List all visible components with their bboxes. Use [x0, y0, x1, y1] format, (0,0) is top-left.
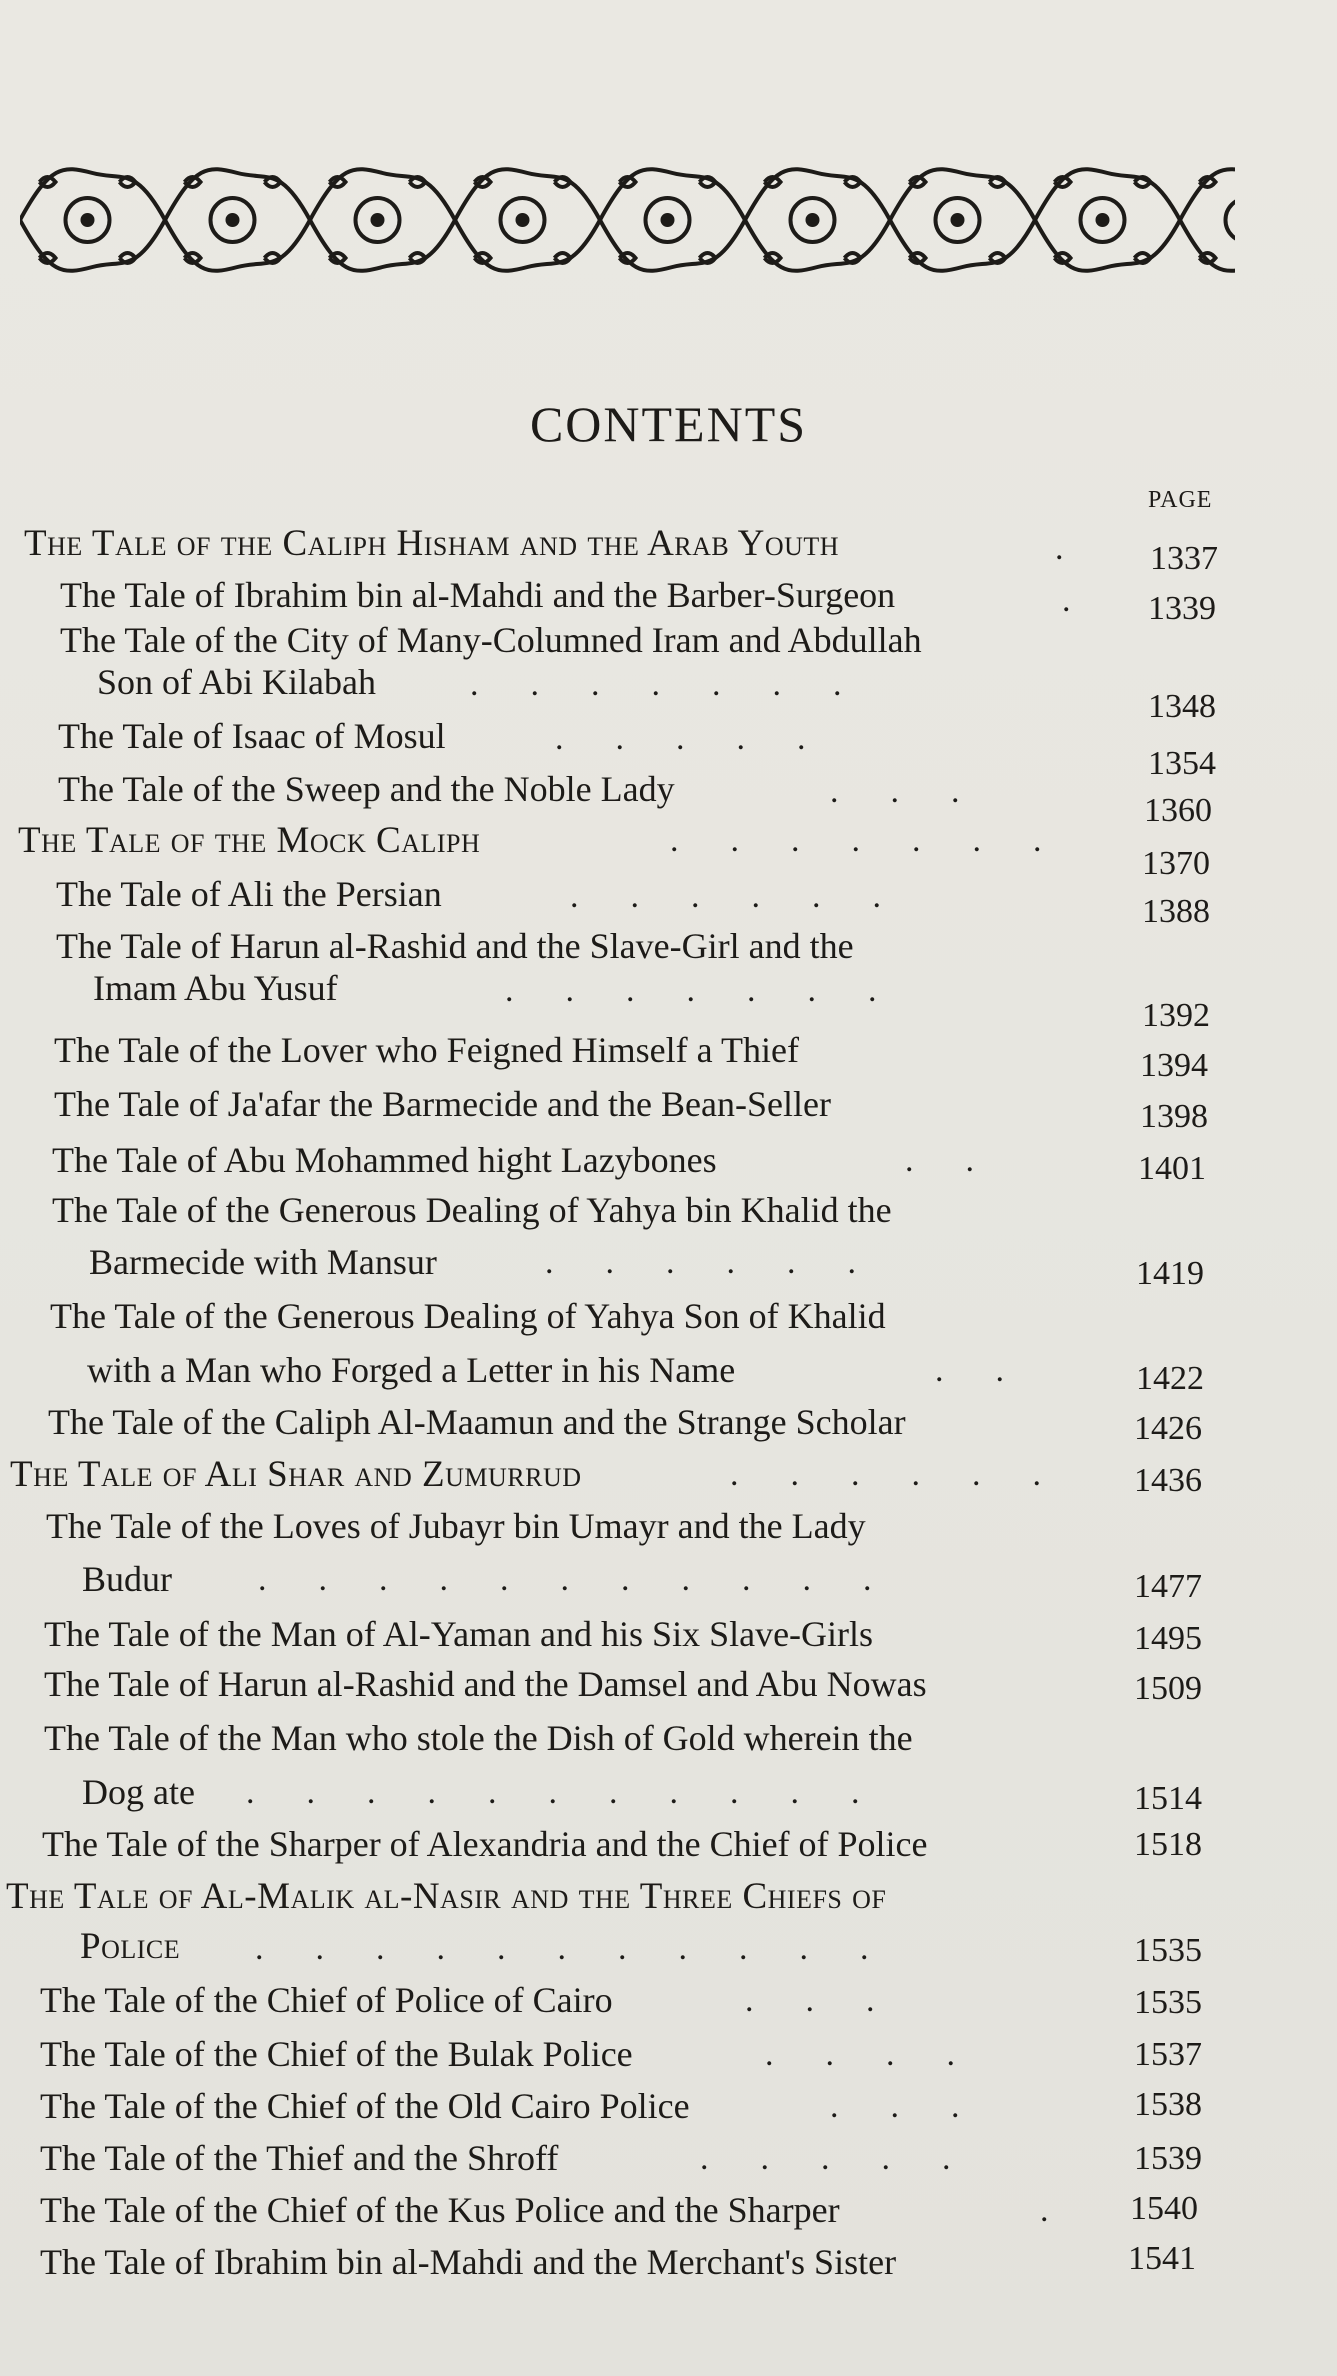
toc-page-number: 1392 — [1142, 997, 1210, 1034]
toc-entry-title: The Tale of the Chief of Police of Cairo — [40, 1980, 613, 2020]
leader-dots: ... — [745, 1982, 927, 2019]
toc-page-number: 1535 — [1134, 1932, 1202, 1969]
toc-entry-title: The Tale of Harun al-Rashid and the Slave-Girl and the — [56, 926, 854, 966]
leader-dots: ........... — [258, 1561, 924, 1598]
toc-page-number: 1514 — [1134, 1780, 1202, 1817]
toc-entry-title: The Tale of the Generous Dealing of Yahya Son of Khalid — [50, 1296, 886, 1336]
ornament-knot — [265, 253, 281, 263]
toc-entry-title-continued: Dog ate — [82, 1772, 195, 1812]
leader-dots: .. — [905, 1142, 1026, 1179]
toc-entry-title: The Tale of Harun al-Rashid and the Damsel and Abu Nowas — [44, 1664, 927, 1704]
leader-dots: ...... — [545, 1244, 908, 1281]
toc-entry-title-continued: Budur — [82, 1559, 172, 1599]
toc-entry-title: The Tale of the Loves of Jubayr bin Umayr and the Lady — [46, 1506, 866, 1546]
toc-entry-title: The Tale of the Caliph Al-Maamun and the Strange Scholar — [48, 1402, 906, 1442]
toc-entry-title: The Tale of Abu Mohammed hight Lazybones — [52, 1140, 717, 1180]
toc-entry-title: The Tale of the Chief of the Bulak Police — [40, 2034, 633, 2074]
ornament-dot — [808, 215, 818, 225]
toc-entry-title: The Tale of Isaac of Mosul — [58, 716, 446, 756]
toc-page-number: 1541 — [1128, 2240, 1196, 2277]
toc-page-number: 1436 — [1134, 1462, 1202, 1499]
leader-dots: . — [1055, 530, 1116, 567]
toc-part-title: The Tale of Ali Shar and Zumurrud — [10, 1454, 582, 1495]
ornament-knot — [120, 253, 136, 263]
toc-page-number: 1348 — [1148, 688, 1216, 725]
toc-entry-title: The Tale of the City of Many-Columned Iram and Abdullah — [60, 620, 922, 660]
ornament-knot — [410, 177, 426, 187]
ornament-knot — [990, 177, 1006, 187]
ornament-knot — [700, 253, 716, 263]
page-column-label: PAGE — [1148, 487, 1213, 513]
toc-part-title: The Tale of the Mock Caliph — [18, 820, 481, 861]
toc-page-number: 1535 — [1134, 1984, 1202, 2021]
ornament-knot — [1135, 253, 1151, 263]
toc-entry-title: The Tale of Ja'afar the Barmecide and the Bean-Seller — [54, 1084, 831, 1124]
ornament-knot — [845, 177, 861, 187]
leader-dots: ........... — [246, 1774, 912, 1811]
toc-entry-title: The Tale of Ibrahim bin al-Mahdi and the Barber-Surgeon — [60, 575, 896, 615]
decorative-border-ornament — [20, 120, 1235, 335]
leader-dots: .... — [765, 2036, 1007, 2073]
leader-dots: ...... — [730, 1456, 1093, 1493]
leader-dots: ........... — [255, 1930, 921, 1967]
leader-dots: ....... — [470, 666, 894, 703]
toc-entry-title: The Tale of the Man who stole the Dish of Gold wherein the — [44, 1718, 913, 1758]
toc-page-number: 1398 — [1140, 1098, 1208, 1135]
ornament-knot — [1135, 177, 1151, 187]
toc-page-number: 1422 — [1136, 1360, 1204, 1397]
leader-dots: ..... — [555, 720, 858, 757]
toc-page-number: 1539 — [1134, 2140, 1202, 2177]
leader-dots: ....... — [670, 822, 1094, 859]
ornament-knot — [410, 253, 426, 263]
toc-page-number: 1370 — [1142, 845, 1210, 882]
toc-entry-title-continued: Son of Abi Kilabah — [97, 662, 376, 702]
ornament-knot — [845, 253, 861, 263]
toc-page-number: 1339 — [1148, 590, 1216, 627]
toc-entry-title-continued: with a Man who Forged a Letter in his Name — [87, 1350, 736, 1390]
leader-dots: . — [1040, 2192, 1101, 2229]
toc-page-number: 1477 — [1134, 1568, 1202, 1605]
leader-dots: ....... — [505, 972, 929, 1009]
leader-dots: .. — [935, 1352, 1056, 1389]
ornament-dot — [228, 215, 238, 225]
toc-entry-title: The Tale of Ibrahim bin al-Mahdi and the Merchant's Sister — [40, 2242, 897, 2282]
ornament-knot — [120, 177, 136, 187]
toc-page-number: 1337 — [1150, 540, 1218, 577]
ornament-dot — [1098, 215, 1108, 225]
toc-entry-title: The Tale of Ali the Persian — [56, 874, 442, 914]
toc-entry-title: The Tale of the Generous Dealing of Yahya bin Khalid the — [52, 1190, 892, 1230]
toc-entry-title: The Tale of the Sweep and the Noble Lady — [58, 769, 675, 809]
ornament-dot — [663, 215, 673, 225]
leader-dots: . — [1062, 582, 1123, 619]
toc-entry-title: The Tale of the Lover who Feigned Himself a Thief — [54, 1030, 799, 1070]
ornament-dot — [518, 215, 528, 225]
toc-part-title: The Tale of the Caliph Hisham and the Arab Youth — [24, 523, 840, 564]
ornament-dot — [373, 215, 383, 225]
ornament-ring — [1226, 198, 1236, 242]
toc-page-number: 1388 — [1142, 893, 1210, 930]
leader-dots: ... — [830, 2088, 1012, 2125]
toc-page-number: 1538 — [1134, 2086, 1202, 2123]
toc-page-number: 1354 — [1148, 745, 1216, 782]
toc-entry-title: The Tale of the Chief of the Old Cairo Police — [40, 2086, 690, 2126]
toc-page-number: 1426 — [1134, 1410, 1202, 1447]
ornament-knot — [555, 253, 571, 263]
toc-page-number: 1360 — [1144, 792, 1212, 829]
ornament-knot — [265, 177, 281, 187]
toc-part-title-continued: Police — [80, 1926, 181, 1967]
ornament-knot — [555, 177, 571, 187]
leader-dots: ..... — [700, 2140, 1003, 2177]
toc-entry-title: The Tale of the Sharper of Alexandria and the Chief of Police — [42, 1824, 928, 1864]
toc-entry-title: The Tale of the Chief of the Kus Police and the Sharper — [40, 2190, 840, 2230]
toc-page-number: 1540 — [1130, 2190, 1198, 2227]
toc-entry-title: The Tale of the Thief and the Shroff — [40, 2138, 559, 2178]
toc-page-number: 1509 — [1134, 1670, 1202, 1707]
toc-part-title: The Tale of Al-Malik al-Nasir and the Three Chiefs of — [6, 1876, 887, 1917]
ornament-knot — [700, 177, 716, 187]
ornament-knot — [990, 253, 1006, 263]
toc-entry-title-continued: Barmecide with Mansur — [89, 1242, 437, 1282]
toc-entry-title: The Tale of the Man of Al-Yaman and his Six Slave-Girls — [44, 1614, 874, 1654]
ornament-dot — [83, 215, 93, 225]
toc-entry-title-continued: Imam Abu Yusuf — [93, 968, 338, 1008]
toc-page-number: 1518 — [1134, 1826, 1202, 1863]
page-title: CONTENTS — [529, 396, 808, 452]
toc-page-number: 1419 — [1136, 1255, 1204, 1292]
leader-dots: ... — [830, 773, 1012, 810]
toc-page-number: 1495 — [1134, 1620, 1202, 1657]
toc-page-number: 1537 — [1134, 2036, 1202, 2073]
leader-dots: ...... — [570, 878, 933, 915]
toc-page-number: 1394 — [1140, 1047, 1208, 1084]
toc-page-number: 1401 — [1138, 1150, 1206, 1187]
ornament-dot — [953, 215, 963, 225]
